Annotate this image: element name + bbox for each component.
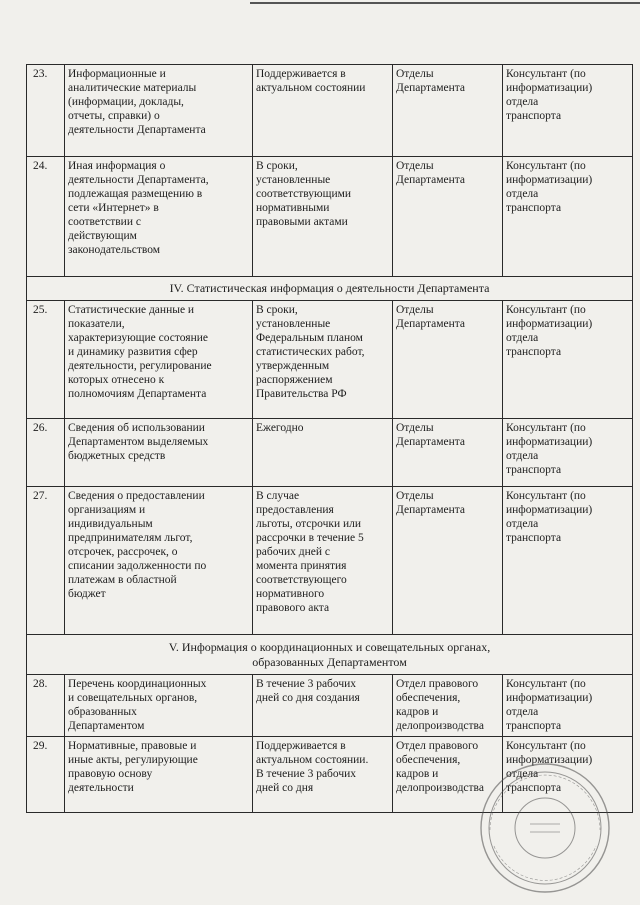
row-name: Сведения об использовании Департаментом выделяемых бюджетных средств xyxy=(65,419,253,487)
top-edge-line xyxy=(250,2,640,4)
row-term: В случае предоставления льготы, отсрочки или рассрочки в течение 5 рабочих дней с момента принятия соответствующего нормативного правового акта xyxy=(253,487,393,635)
row-name: Статистические данные и показатели, характеризующие состояние и динамику развития сфер деятельности, регулирование которых отнесено к полномочиям Департамента xyxy=(65,301,253,419)
row-name: Иная информация о деятельности Департамента, подлежащая размещению в сети «Интернет» в соответствии с действующим законодательством xyxy=(65,157,253,277)
row-name: Информационные и аналитические материалы (информации, доклады, отчеты, справки) о деятельности Департамента xyxy=(65,65,253,157)
table-row xyxy=(27,419,633,487)
row-executor: Консультант (по информатизации) отдела транспорта xyxy=(503,157,633,277)
section-row xyxy=(27,277,633,301)
row-responsible: Отдел правового обеспечения, кадров и делопроизводства xyxy=(393,675,503,737)
row-number: 28. xyxy=(27,675,65,737)
row-responsible: Отдел правового обеспечения, кадров и делопроизводства xyxy=(393,737,503,813)
row-term: В сроки, установленные соответствующими нормативными правовыми актами xyxy=(253,157,393,277)
row-executor: Консультант (по информатизации) отдела транспорта xyxy=(503,675,633,737)
section-heading-iv: IV. Статистическая информация о деятельности Департамента xyxy=(27,277,633,301)
row-number: 25. xyxy=(27,301,65,419)
row-term: Ежегодно xyxy=(253,419,393,487)
row-executor: Консультант (по информатизации) отдела транспорта xyxy=(503,65,633,157)
table-row xyxy=(27,487,633,635)
row-name: Сведения о предоставлении организациям и индивидуальным предпринимателям льгот, отсрочек, рассрочек, о списании задолженности по платежам в областной бюджет xyxy=(65,487,253,635)
row-responsible: Отделы Департамента xyxy=(393,487,503,635)
row-number: 27. xyxy=(27,487,65,635)
table-row xyxy=(27,675,633,737)
row-term: Поддерживается в актуальном состоянии xyxy=(253,65,393,157)
section-row xyxy=(27,635,633,675)
row-executor: Консультант (по информатизации) отдела транспорта xyxy=(503,419,633,487)
table-row xyxy=(27,301,633,419)
document-table xyxy=(26,64,633,813)
row-number: 24. xyxy=(27,157,65,277)
row-number: 26. xyxy=(27,419,65,487)
section-heading-v: V. Информация о координационных и совещательных органах, образованных Департаментом xyxy=(27,635,633,675)
row-executor: Консультант (по информатизации) отдела транспорта xyxy=(503,487,633,635)
row-term: В сроки, установленные Федеральным планом статистических работ, утвержденным распоряжением Правительства РФ xyxy=(253,301,393,419)
row-responsible: Отделы Департамента xyxy=(393,419,503,487)
row-number: 23. xyxy=(27,65,65,157)
table-row xyxy=(27,737,633,813)
row-responsible: Отделы Департамента xyxy=(393,301,503,419)
row-term: Поддерживается в актуальном состоянии. В течение 3 рабочих дней со дня xyxy=(253,737,393,813)
row-number: 29. xyxy=(27,737,65,813)
table-row xyxy=(27,65,633,157)
row-name: Перечень координационных и совещательных органов, образованных Департаментом xyxy=(65,675,253,737)
row-name: Нормативные, правовые и иные акты, регулирующие правовую основу деятельности xyxy=(65,737,253,813)
table-row xyxy=(27,157,633,277)
row-responsible: Отделы Департамента xyxy=(393,65,503,157)
row-executor: Консультант (по информатизации) отдела транспорта xyxy=(503,301,633,419)
row-responsible: Отделы Департамента xyxy=(393,157,503,277)
row-term: В течение 3 рабочих дней со дня создания xyxy=(253,675,393,737)
row-executor: Консультант (по информатизации) отдела транспорта xyxy=(503,737,633,813)
